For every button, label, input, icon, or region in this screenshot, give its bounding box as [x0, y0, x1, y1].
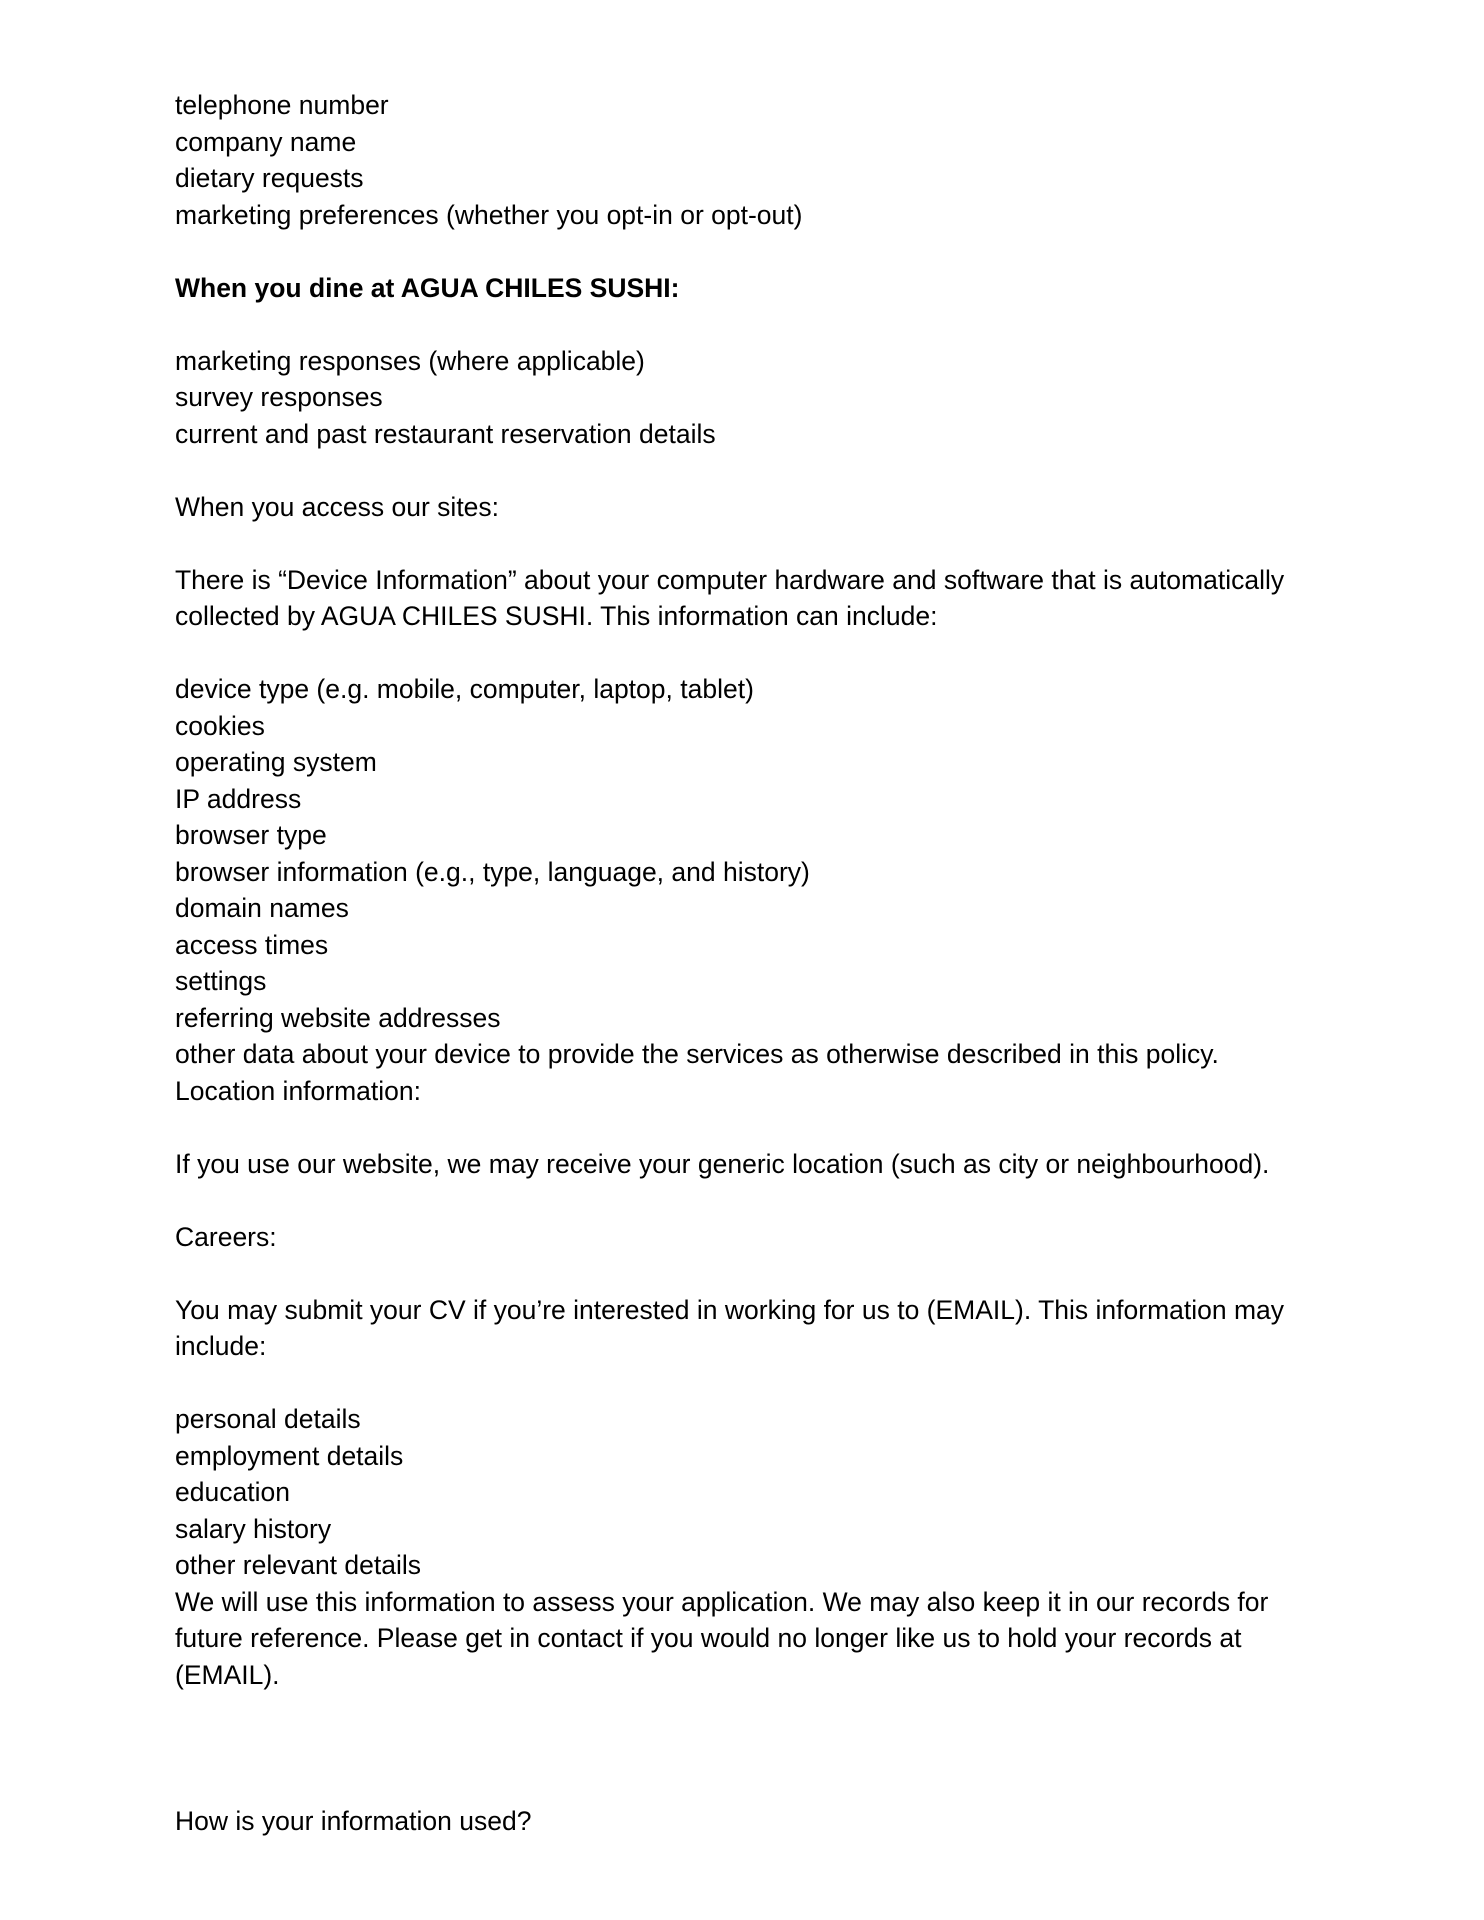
list-item: settings — [175, 966, 267, 996]
dine-heading: When you dine at AGUA CHILES SUSHI: — [175, 272, 680, 303]
paragraph-line: collected by AGUA CHILES SUSHI. This information can include: — [175, 601, 938, 631]
list-item: other data about your device to provide the services as otherwise described in this policy. — [175, 1039, 1219, 1069]
list-item: IP address — [175, 783, 302, 814]
list-item: cookies — [175, 710, 265, 741]
list-item: access times — [175, 929, 329, 960]
list-item: browser information (e.g., type, language, and history) — [175, 856, 810, 887]
list-item: personal details — [175, 1404, 361, 1434]
location-paragraph: If you use our website, we may receive your generic location (such as city or neighbourhood). — [175, 1148, 1270, 1179]
usage-heading: How is your information used? — [175, 1805, 532, 1836]
list-item: marketing preferences (whether you opt-in or opt-out) — [175, 199, 803, 230]
list-item: device type (e.g. mobile, computer, laptop, tablet) — [175, 674, 754, 704]
list-item: marketing responses (where applicable) — [175, 345, 645, 376]
list-item: operating system — [175, 747, 377, 777]
list-item: domain names — [175, 893, 349, 923]
paragraph-line: include: — [175, 1331, 267, 1361]
list-item: dietary requests — [175, 163, 364, 193]
list-item: referring website addresses — [175, 1002, 501, 1033]
location-heading: Location information: — [175, 1075, 422, 1106]
list-item: browser type — [175, 820, 327, 850]
list-item: telephone number — [175, 90, 389, 120]
list-item: current and past restaurant reservation details — [175, 418, 716, 449]
device-info-list — [175, 671, 1315, 1073]
dine-list — [175, 343, 1315, 453]
careers-intro-paragraph — [175, 1292, 1315, 1365]
paragraph-line: There is “Device Information” about your computer hardware and software that is automatically — [175, 564, 1285, 595]
list-item: survey responses — [175, 382, 383, 412]
list-item: salary history — [175, 1513, 332, 1544]
paragraph-line: We will use this information to assess your application. We may also keep it in our records for — [175, 1586, 1269, 1617]
list-item: company name — [175, 126, 357, 157]
careers-heading: Careers: — [175, 1221, 277, 1252]
careers-outro-paragraph — [175, 1584, 1315, 1694]
sites-heading: When you access our sites: — [175, 491, 500, 522]
list-item: other relevant details — [175, 1550, 422, 1580]
paragraph-line: future reference. Please get in contact if you would no longer like us to hold your records at — [175, 1623, 1242, 1653]
device-intro-paragraph — [175, 562, 1315, 635]
paragraph-line: (EMAIL). — [175, 1659, 280, 1690]
document-body — [175, 87, 1315, 1839]
personal-info-list-continued — [175, 87, 1315, 233]
paragraph-line: You may submit your CV if you’re interested in working for us to (EMAIL). This information may — [175, 1294, 1285, 1325]
list-item: education — [175, 1477, 290, 1507]
careers-list — [175, 1401, 1315, 1584]
list-item: employment details — [175, 1440, 404, 1471]
